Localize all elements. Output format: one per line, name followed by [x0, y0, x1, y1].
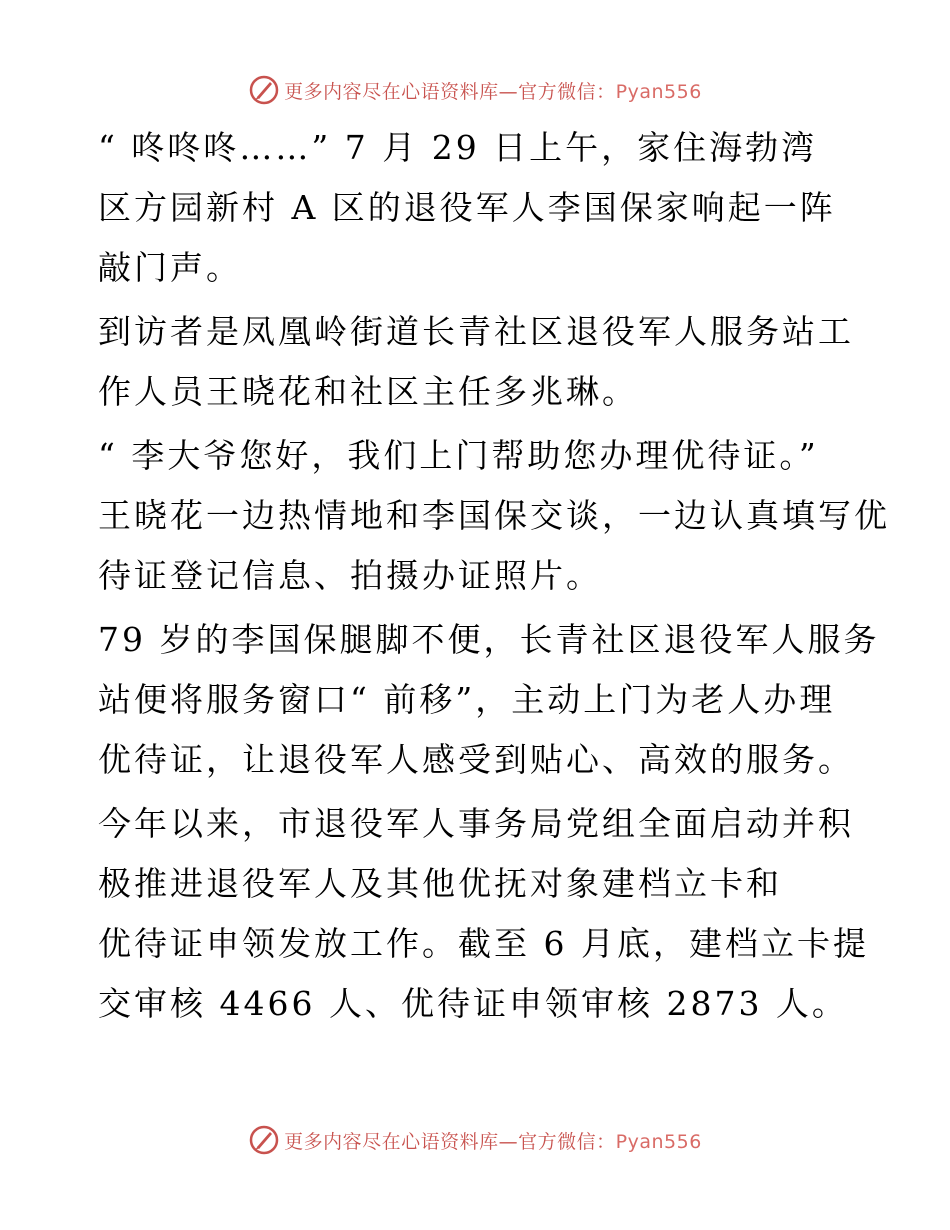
- article-line: “ 咚咚咚……” 7 月 29 日上午，家住海勃湾: [98, 128, 818, 167]
- article-line: 极推进退役军人及其他优抚对象建档立卡和: [98, 864, 782, 903]
- article-line: 79 岁的李国保腿脚不便，长青社区退役军人服务: [98, 620, 880, 659]
- article-line: 待证登记信息、拍摄办证照片。: [98, 556, 602, 595]
- quill-pen-logo-icon: [248, 74, 280, 106]
- article-paragraph: [98, 302, 858, 422]
- article-line: 到访者是凤凰岭街道长青社区退役军人服务站工: [98, 312, 854, 351]
- article-line: 站便将服务窗口“ 前移”，主动上门为老人办理: [98, 680, 836, 719]
- article-body: [98, 118, 890, 1034]
- header-banner-text: 更多内容尽在心语资料库—官方微信：Pyan556: [284, 80, 702, 103]
- article-line: 今年以来，市退役军人事务局党组全面启动并积: [98, 804, 854, 843]
- article-line: 区方园新村 A 区的退役军人李国保家响起一阵: [98, 188, 836, 227]
- article-line: 王晓花一边热情地和李国保交谈，一边认真填写优: [98, 496, 890, 535]
- article-line: 敲门声。: [98, 248, 242, 287]
- footer-watermark-banner: [0, 1120, 950, 1160]
- article-line: “ 李大爷您好，我们上门帮助您办理优待证。”: [98, 436, 819, 475]
- article-paragraph: [98, 794, 869, 1034]
- header-watermark-banner: [0, 70, 950, 110]
- article-paragraph: [98, 426, 890, 606]
- quill-pen-logo-icon: [248, 1124, 280, 1156]
- article-line: 作人员王晓花和社区主任多兆琳。: [98, 372, 638, 411]
- article-paragraph: [98, 610, 880, 790]
- article-line: 交审核 4466 人、优待证申领审核 2873 人。: [98, 984, 848, 1023]
- article-line: 优待证申领发放工作。截至 6 月底，建档立卡提: [98, 924, 869, 963]
- article-paragraph: [98, 118, 858, 298]
- footer-banner-text: 更多内容尽在心语资料库—官方微信：Pyan556: [284, 1130, 702, 1153]
- article-line: 优待证，让退役军人感受到贴心、高效的服务。: [98, 740, 854, 779]
- header-wechat-handle: Pyan556: [615, 80, 702, 103]
- footer-wechat-handle: Pyan556: [615, 1130, 702, 1153]
